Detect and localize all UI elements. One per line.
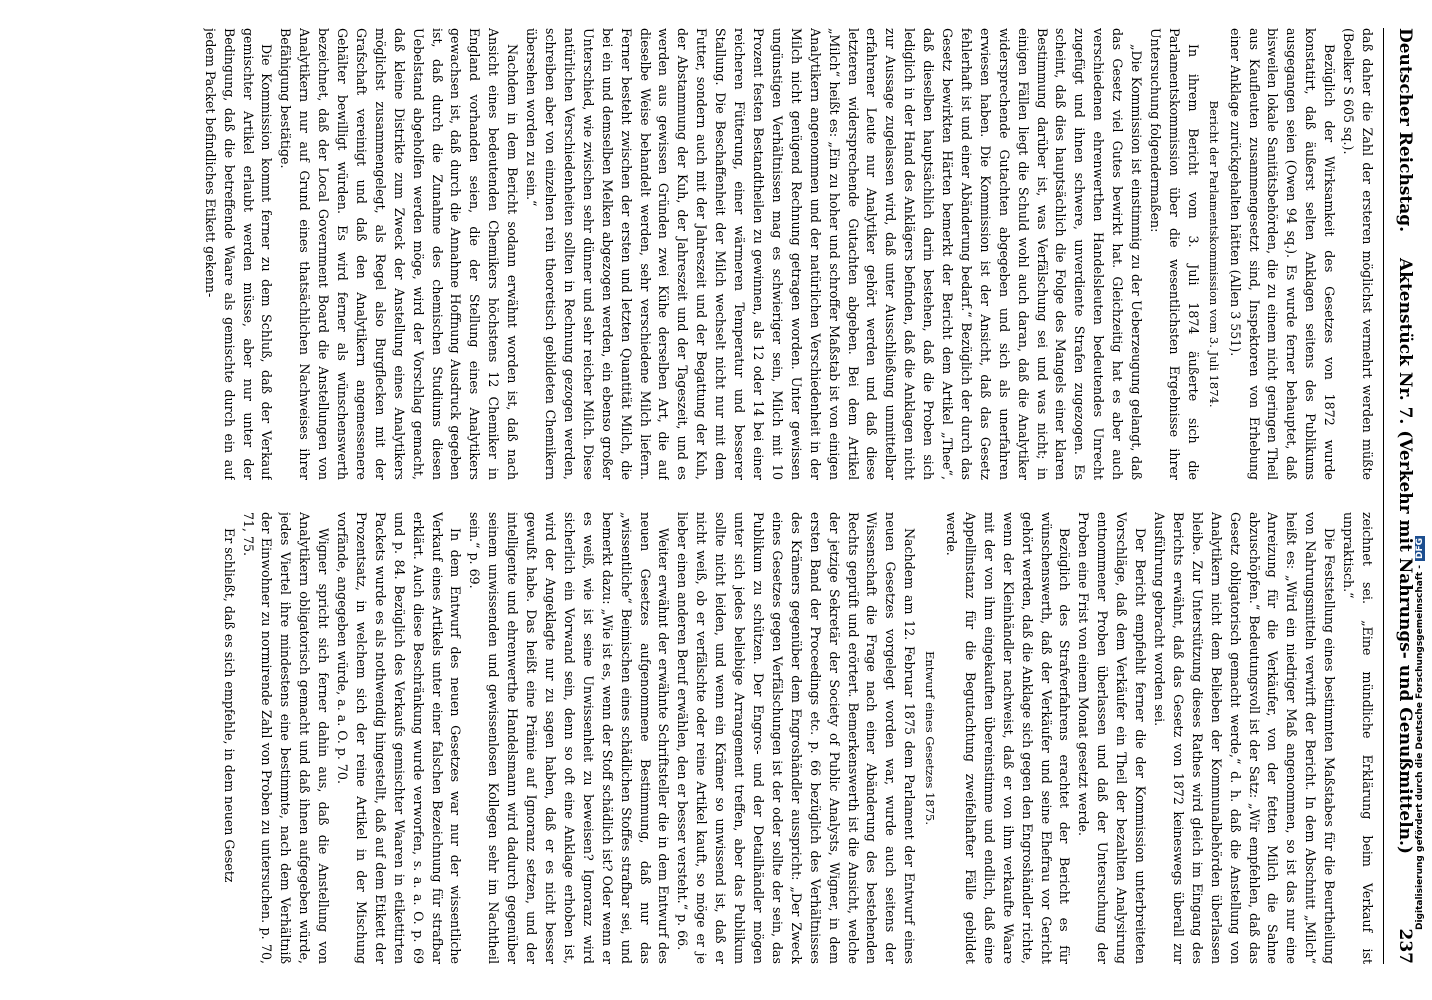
section-subheading: Entwurf eines Gesetzes 1875. bbox=[923, 651, 938, 825]
paragraph: Die Feststellung eines bestimmten Maßstabes für die Beurtheilung von Nahrungsmitteln verwirft der Bericht. In dem Abschnitt „Milch“ heißt es: „Wird ein niedriger Maß angenommen, so ist das nur eine Anreizung für die Verkäufer, von der fetten Milch die Sahne abzuschöpfen.“ Bedeutungsvoll ist der Satz: „Wir empfehlen, daß das Gesetz obligatorisch gemacht werde,“ d. h. daß die Anstellung von Analytikern nicht dem Belieben der Kommunalbehörden überlassen bleibe. Zur Unterstützung dieses Rathes wird gleich im Eingang des Berichts erwähnt, daß das Gesetz von 1872 keineswegs überall zur Ausführung gebracht worden sei. bbox=[1152, 512, 1338, 964]
paragraph: Wigner spricht sich ferner dahin aus, daß die Anstellung von Analytikern obligatorisch gemacht und daß ihnen aufgegeben würde, jedes Viertel ihre mindestens eine bestimmte, nach dem Verhältniß der Einwohner zu normirende Zahl von Proben zu untersuchen. p. 70, 71, 75. bbox=[240, 512, 332, 964]
paragraph: „Die Kommission ist einstimmig zu der Ueberzeugung gelangt, daß das Gesetz viel Gutes bewirkt hat. Gleichzeitig hat es aber auch verschiedenen ehrenwerthen Handelsleuten bedeutendes Unrecht zugefügt und ihnen schwere, unverdiente Strafen zugezogen. Es scheint, daß dies hauptsächlich die Folge des Mangels einer klaren Bestimmung darüber ist, was Verfälschung sei und was nicht; in einigen Fällen liegt die Schuld wohl auch daran, daß die Analytiker widersprechende Gutachten abgegeben und sich als unerfahren erwiesen haben. Die Kommission ist der Ansicht, daß das Gesetz fehlerhaft ist und einer Abänderung bedarf.“ Bezüglich der durch das Gesetz bewirkten Härten bemerkt der Bericht dem Artikel „Thee“, daß dieselben hauptsächlich darin bestehen, daß die Proben sich lediglich in der Hand des Anklägers befinden, daß die Anklagen nicht zur Aussage zugelassen wird, daß unter Ausschließung unmittelbar erfahrener Leute nur Analytiker gehört werden und daß diese letzteren widersprechende Gutachten abgeben. Bei dem Artikel „Milch“ heißt es: „Ein zu hoher und schroffer Maßstab ist von einigen Analytikern angenommen und der natürlichen Verschiedenheit in der Milch nicht genügend Rechnung getragen worden. Unter gewissen ungünstigen Verhältnissen mag es schwieriger sein, Milch mit 10 Prozent festen Bestandtheilen zu gewinnen, als 12 oder 14 bei einer reicheren Fütterung, einer wärmeren Temperatur und besserer Stallung. Die Beschaffenheit der Milch wechselt nicht nur mit dem Futter, sondern auch mit der Jahreszeit und der Begattung der Kuh, der Abstammung der Kuh, der Jahreszeit und der Tageszeit, und es werden aus gewissen Gründen zwei Kühe derselben Art, die auf dieselbe Weise behandelt werden, sehr verschiedene Milch liefern. Ferner besteht zwischen der ersten und letzten Quantität Milch, die bei ein und demselben Melken abgezogen werden, ein ebenso großer Unterschied, wie zwischen sehr dünner und sehr reicher Milch. Diese natürlichen Verschiedenheiten sollten in Rechnung gezogen werden, schreiben aber von einzelnen rein theoretisch gebildeten Chemikern übersehen worden zu sein.“ bbox=[524, 28, 1145, 480]
digitization-credit bbox=[1412, 90, 1428, 930]
paragraph: Die Kommission kommt ferner zu dem Schluß, daß der Verkauf gemischter Artikel erlaubt werden müsse, aber nur unter der Bedingung, daß die betreffende Waare als gemischte durch ein auf jedem Packet befindliches Etikett gekenn- bbox=[202, 28, 275, 480]
paragraph: In dem Entwurf des neuen Gesetzes war nur der wissentliche Verkauf eines Artikels unter einer falschen Bezeichnung für strafbar erklärt. Auch diese Beschränkung wurde verworfen, s. a. a. O. p. 69 und p. 84. Bezüglich des Verkaufs gemischter Waaren in etikettirten Packets wurde es als nothwendig hingestellt, daß auf dem Etikett der Prozentsatz, in welchem sich der reine Artikel in der Mischung vorfände, angegeben würde, a. a. O. p. 70. bbox=[335, 512, 464, 964]
paragraph: Bezüglich des Strafverfahrens erachtet der Bericht es für wünschenswerth, daß der Verkäufer und seine Ehefrau vor Gericht gehört werden, daß die Anklage sich gegen den Engroshändler richte, wenn der Kleinhändler nachweist, daß er von ihm verkaufte Waare mit der von ihm eingekauften übereinstimme und endlich, daß eine Appellinstanz für die Begutachtung zweifelhafter Fälle gebildet werde. bbox=[944, 512, 1073, 964]
header-section-title: Aktenstück Nr. 7. (Verkehr mit Nahrungs- und Genußmitteln.) bbox=[1395, 257, 1415, 855]
left-text-column bbox=[16, 28, 1376, 480]
section-subheading: Bericht der Parlamentskommission vom 3. Juli 1874. bbox=[1206, 100, 1221, 408]
header-rule bbox=[1383, 28, 1384, 964]
paragraph: Weiter erwähnt der erwähnte Schriftsteller die in dem Entwurf des neuen Gesetzes aufgenommene Bestimmung, daß nur das „wissentliche“ Beimischen eines schädlichen Stoffes strafbar sei, und bemerkt dazu: „Wie ist es, wenn der Stoff schädlich ist? Oder wenn er es weiß, wie ist seine Unwissenheit zu beweisen? Ignoranz wird sicherlich ein Vorwand sein, denn so oft eine Anklage erhoben ist, wird der Angeklagte nur zu sagen haben, daß er es nicht besser gewußt habe. Das heißt eine Prämie auf Ignoranz setzen, und der intelligente und ehrenwerthe Handelsmann wird dadurch gegenüber seinem unwissenden und gewissenlosen Kollegen sehr im Nachtheil sein.“ p. 69. bbox=[467, 512, 672, 964]
paragraph: Nachdem am 12. Februar 1875 dem Parlament der Entwurf eines neuen Gesetzes vorgelegt worden war, wurde auch seitens der Wissenschaft die Frage nach einer Abänderung des bestehenden Rechts geprüft und erörtert. Bemerkenswerth ist die Ansicht, welche der jetzige Sekretär der Society of Public Analysts, Wigner, in dem ersten Band der Proceedings etc. p. 66 bezüglich des Verhältnisses des Krämers gegenüber dem Engroshändler ausspricht: „Der Zweck eines Gesetzes gegen Verfälschungen ist der oder sollte der sein, das Publikum zu schützen. Der Engros- und der Detailhändler mögen unter sich jedes beliebige Arrangement treffen, aber das Publikum sollte nicht leiden, und wenn ein Krämer so unwissend ist, daß er nicht weiß, ob er verfälschte oder reine Artikel kauft, so möge er je lieber einen anderen Beruf erwählen, den er besser versteht.“ p. 66. bbox=[675, 512, 918, 964]
paragraph: daß daher die Zahl der ersteren möglichst vermehrt werden müßte (Boelker S 605 sq.). bbox=[1341, 28, 1375, 480]
credit-text: Digitalisierung gefördert durch die Deutsche Forschungsgemeinschaft - bbox=[1415, 565, 1425, 930]
paragraph: Er schließt, daß es sich empfehle, in dem neuen Gesetz bbox=[221, 528, 237, 883]
paragraph: In ihrem Bericht vom 3. Juli 1874 äußerte sich die Parlamentskommission über die wesentlichsten Ergebnisse ihrer Untersuchung folgendermaßen: bbox=[1148, 28, 1201, 480]
right-text-column bbox=[16, 512, 1376, 964]
paragraph: Der Bericht empfiehlt ferner die der Kommission unterbreiteten Vorschläge, daß dem Verkäufer ein Theil der bezahlten Analysirung entnommener Proben überlassen und daß der Untersuchung der Proben eine Frist von einem Monat gesetzt werde. bbox=[1076, 512, 1149, 964]
paragraph: Nachdem in dem Bericht sodann erwähnt worden ist, daß nach Ansicht eines bedeutenden Chemikers höchstens 12 Chemiker in England vorhanden seien, die der Stellung eines Analytikers gewachsen ist, daß durch die Annahme Hoffnung Ausdruck gegeben ist, daß durch die Zunahme des chemischen Studiums diesen Uebelstand abgeholfen werden möge, wird der Vorschlag gemacht, daß kleine Distrikte zum Zweck der Anstellung eines Analytikers möglichst zusammengelegt, als Regel also Burgflecken mit der Grafschaft vereinigt und daß den Analytikern angemessenere Gehälter bewilligt würden. Es wird ferner als wünschenswerth bezeichnet, daß der Local Government Board die Anstellungen von Analytikern nur auf Grund eines thatsächlichen Nachweises ihrer Befähigung bestätige. bbox=[278, 28, 521, 480]
page-number: 237 bbox=[1395, 928, 1415, 964]
paragraph: Bezüglich der Wirksamkeit des Gesetzes von 1872 wurde konstatirt, daß äußerst selten Anklagen seitens des Publikums ausgegangen seien (Owen 94 sq.). Es wurde ferner behauptet, daß bisweilen lokale Sanitätsbehörden, die zu einem nicht geringen Theil aus Kaufleuten zusammengesetzt sind, Inspektoren von Erhebung einer Anklage zurückgehalten hätten (Allen 3 551). bbox=[1227, 28, 1338, 480]
header-publication: Deutscher Reichstag. bbox=[1395, 28, 1415, 233]
paragraph: zeichnet sei. „Eine mündliche Erklärung beim Verkauf ist unpraktisch.“ bbox=[1341, 512, 1375, 964]
dfg-logo: DFG bbox=[1415, 538, 1425, 560]
